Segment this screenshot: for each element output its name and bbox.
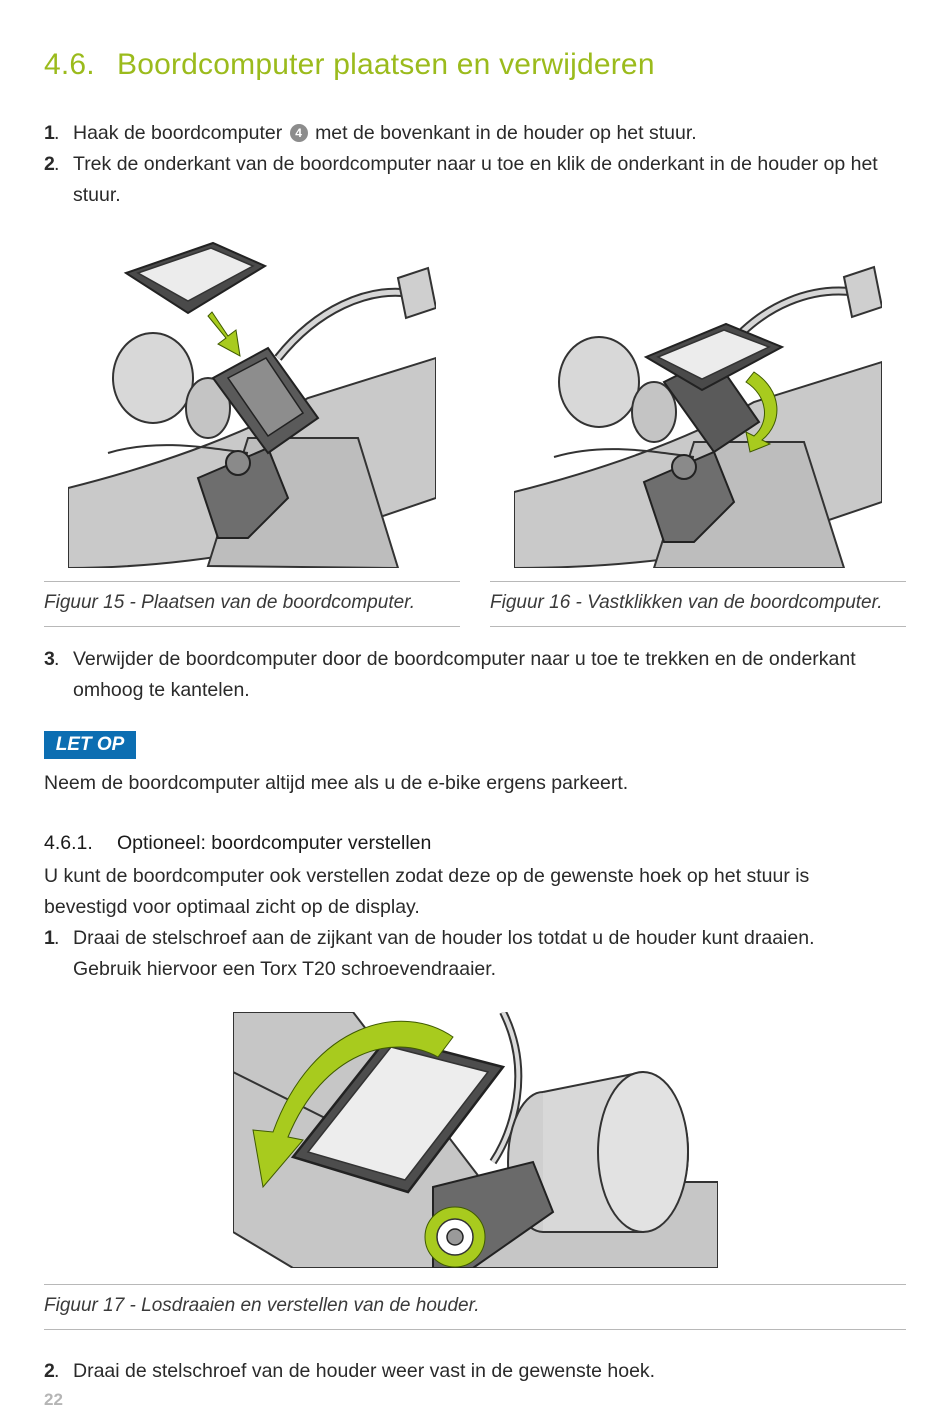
figure-15-caption: Figuur 15 - Plaatsen van de boordcomputer. — [44, 592, 416, 613]
subsection-number: 4.6.1. — [44, 832, 93, 854]
step-b-2: 2 . Draai de stelschroef van de houder weer vast in de gewenste hoek. — [44, 1360, 656, 1382]
step-b-1: 1 . Draai de stelschroef aan de zijkant van de houder los totdat u de houder kunt draaien. Gebruik hiervoor een Torx T20 schroevendraaier. — [44, 927, 815, 980]
step-3: 3 . Verwijder de boordcomputer door de boordcomputer naar u toe te trekken en de onderkant omhoog te kantelen. — [44, 648, 856, 701]
figure-15-illustration — [68, 238, 436, 568]
notice-label: LET OP — [44, 731, 136, 759]
callout-badge: 4 — [290, 124, 308, 142]
figure-17-illustration — [233, 1012, 718, 1268]
step-2: 2 . Trek de onderkant van de boordcomputer naar u toe en klik de onderkant in de houder op het stuur. — [44, 153, 878, 206]
page-number: 22 — [44, 1390, 63, 1409]
notice-text: Neem de boordcomputer altijd mee als u de e-bike ergens parkeert. — [44, 772, 629, 794]
subsection-heading — [44, 832, 431, 855]
figure-17-caption: Figuur 17 - Losdraaien en verstellen van de houder. — [44, 1295, 480, 1316]
subsection-title: Optioneel: boordcomputer verstellen — [117, 832, 432, 854]
subsection-intro: U kunt de boordcomputer ook verstellen zodat deze op de gewenste hoek op het stuur is bevestigd voor optimaal zicht op de display. — [44, 865, 810, 918]
step-1: 1 . Haak de boordcomputer 4 met de bovenkant in de houder op het stuur. — [44, 122, 697, 144]
section-title: Boordcomputer plaatsen en verwijderen — [117, 48, 655, 81]
section-heading — [44, 48, 655, 82]
figure-16-caption: Figuur 16 - Vastklikken van de boordcomputer. — [490, 592, 883, 613]
section-number: 4.6. — [44, 48, 95, 81]
figure-16-illustration — [514, 262, 882, 568]
